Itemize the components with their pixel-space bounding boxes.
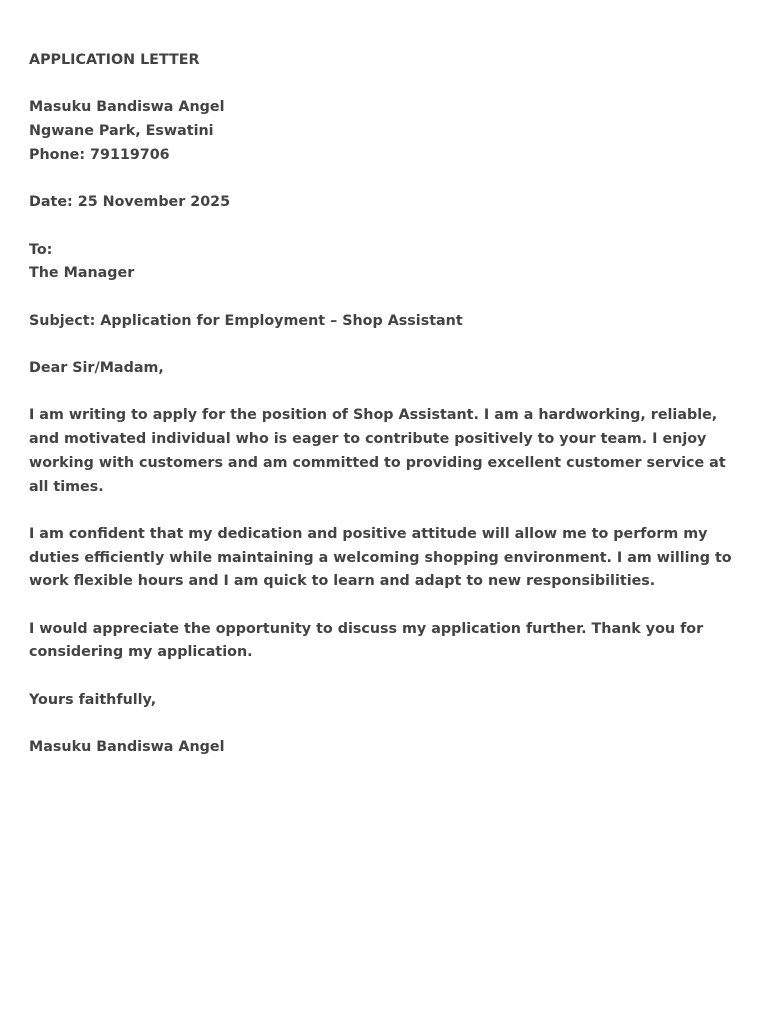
letter-heading-block [29,49,744,73]
recipient-block [29,239,744,286]
letter-date: Date: 25 November 2025 [29,194,231,211]
letter-document [29,49,744,784]
date-block [29,191,744,215]
body-paragraph-text: I am writing to apply for the position of Shop Assistant. I am a hardworking, reliable, and motivated individual who is eager to contribute positively to your team. I enjoy working with customers and am committed to providing excellent customer service at all times. [29,407,726,495]
letter-closing: Yours faithfully, [29,691,157,708]
recipient-to-label: To: [29,241,53,258]
sender-block [29,96,744,167]
sender-address: Ngwane Park, Eswatini [29,123,214,140]
signature-block [29,736,744,760]
body-paragraph-text: I would appreciate the opportunity to discuss my application further. Thank you for considering my application. [29,620,704,661]
signature-name: Masuku Bandiswa Angel [29,739,225,756]
letter-heading: APPLICATION LETTER [29,52,200,68]
salutation-block [29,357,744,381]
recipient-title: The Manager [29,265,135,282]
body-paragraph-3 [29,618,744,665]
letter-subject: Subject: Application for Employment – Shop Assistant [29,312,463,329]
sender-name: Masuku Bandiswa Angel [29,99,225,116]
body-paragraph-text: I am confident that my dedication and positive attitude will allow me to perform my duties efficiently while maintaining a welcoming shopping environment. I am willing to work flexible hours and I am quick to learn and adapt to new responsibilities. [29,525,732,590]
body-paragraph-1 [29,404,744,499]
body-paragraph-2 [29,523,744,594]
sender-phone: Phone: 79119706 [29,146,170,163]
closing-block [29,689,744,713]
subject-block [29,310,744,334]
letter-salutation: Dear Sir/Madam, [29,360,164,377]
